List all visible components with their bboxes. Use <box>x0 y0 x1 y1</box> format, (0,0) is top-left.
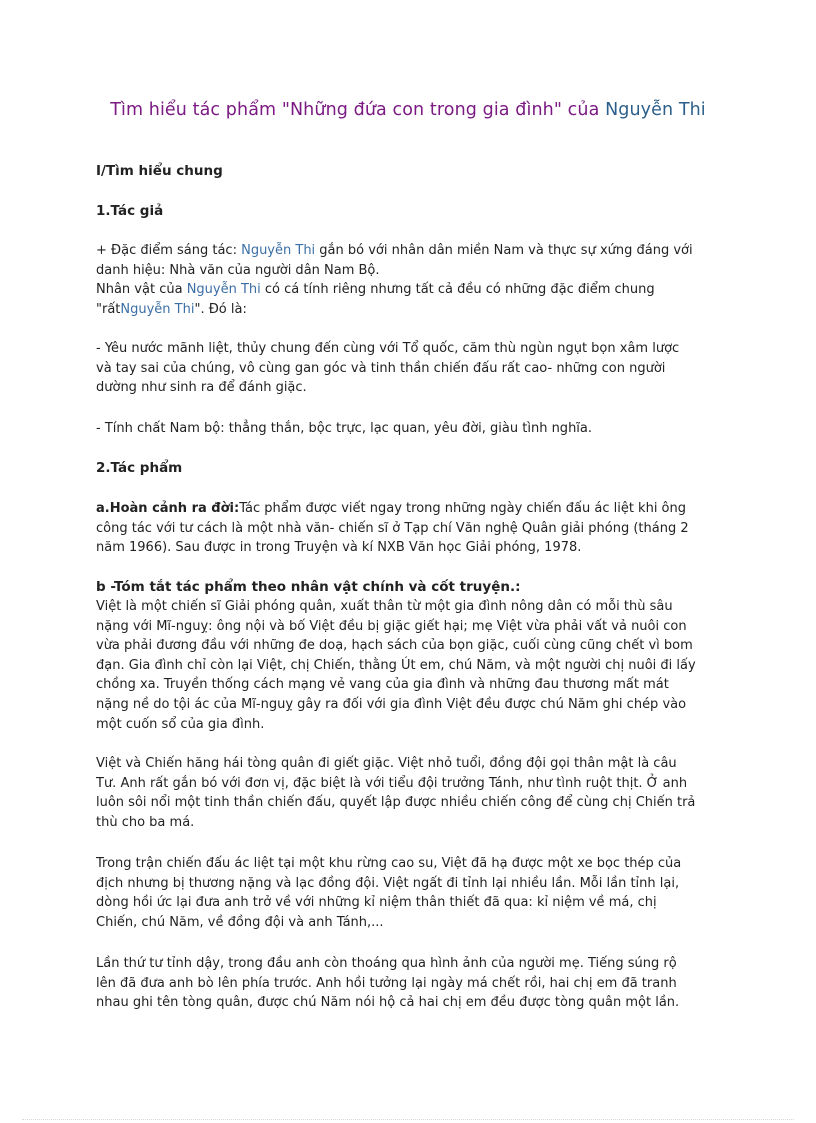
text-line: - Tính chất Nam bộ: thẳng thắn, bộc trực, lạc quan, yêu đời, giàu tình nghĩa. <box>96 421 593 436</box>
text-line: Việt là một chiến sĩ Giải phóng quân, xuất thân từ một gia đình nông dân có mỗi thù sâu <box>96 599 673 614</box>
text-line: luôn sôi nổi một tinh thần chiến đấu, quyết lập được nhiều chiến công để cùng chị Chiến trả <box>96 795 696 811</box>
text-line: chồng xa. Truyền thống cách mạng vẻ vang của gia đình và những đau thương mất mát <box>96 677 669 693</box>
paragraph-summary-3 <box>96 854 720 932</box>
text: Tác phẩm được viết ngay trong những ngày chiến đấu ác liệt khi ông <box>239 501 687 516</box>
author-link[interactable]: Nguyễn Thi <box>186 282 261 298</box>
text-line: Chiến, chú Năm, về đồng đội và anh Tánh,... <box>96 914 384 930</box>
text: Nhân vật của <box>96 282 187 298</box>
text-line: Việt và Chiến hăng hái tòng quân đi giết giặc. Việt nhỏ tuổi, đồng đội gọi thân mật là câu <box>96 756 677 771</box>
text-line: một cuốn sổ của gia đình. <box>96 716 265 732</box>
text: gắn bó với nhân dân miền Nam và thực sự xứng đáng với <box>315 243 693 258</box>
title-prefix: Tìm hiểu tác phẩm "Những đứa con trong gia đình" của <box>110 100 606 120</box>
text-line: đạn. Gia đình chỉ còn lại Việt, chị Chiến, thằng Út em, chú Năm, và một người chị nuôi đi lấy <box>96 657 696 673</box>
text-line: Trong trận chiến đấu ác liệt tại một khu rừng cao su, Việt đã hạ được một xe bọc thép của <box>96 856 682 871</box>
text-line: nặng nề do tội ác của Mĩ-nguỵ gây ra đối với gia đình Việt đều được chú Năm ghi chép vào <box>96 696 687 712</box>
paragraph-traits-1 <box>96 339 720 398</box>
text-line: Lần thứ tư tỉnh dậy, trong đầu anh còn thoáng qua hình ảnh của người mẹ. Tiếng súng rộ <box>96 956 677 971</box>
author-link[interactable]: Nguyễn Thi <box>120 301 195 317</box>
text-line: lên đã đưa anh bò lên phía trước. Anh hồi tưởng lại ngày má chết rồi, hai chị em đã tranh <box>96 975 677 991</box>
text: "rất <box>96 301 121 317</box>
document-title <box>96 100 720 120</box>
paragraph-summary-1 <box>96 597 720 734</box>
paragraph-traits-2 <box>96 419 720 439</box>
context-label: a.Hoàn cảnh ra đời: <box>96 501 240 516</box>
author-link[interactable]: Nguyễn Thi <box>241 243 316 258</box>
paragraph-summary-2 <box>96 754 720 832</box>
text-line: - Yêu nước mãnh liệt, thủy chung đến cùng với Tổ quốc, căm thù ngùn ngụt bọn xâm lược <box>96 341 680 356</box>
text-line: vừa phải đương đầu với những đe doạ, hạch sách của bọn giặc, cuối cùng cũng chết vì bom <box>96 638 693 654</box>
text-line: và tay sai của chúng, vô cùng gan góc và tinh thần chiến đấu rất cao- những con người <box>96 360 666 376</box>
heading-work: 2.Tác phẩm <box>96 460 183 476</box>
text: ". Đó là: <box>194 301 247 317</box>
text-line: nhau ghi tên tòng quân, được chú Năm nói hộ cả hai chị em đều được tòng quân một lần. <box>96 995 680 1011</box>
title-author-link[interactable]: Nguyễn Thi <box>605 100 706 120</box>
text-line: dường như sinh ra để đánh giặc. <box>96 380 307 396</box>
paragraph-summary-4 <box>96 954 720 1013</box>
text-line: dòng hồi ức lại đưa anh trở về với những kỉ niệm thân thiết đã qua: kỉ niệm về má, chị <box>96 895 657 911</box>
text-line: công tác với tư cách là một nhà văn- chiến sĩ ở Tạp chí Văn nghệ Quân giải phóng (tháng 2 <box>96 520 689 536</box>
text-line: nặng với Mĩ-nguỵ: ông nội và bố Việt đều bị giặc giết hại; mẹ Việt vừa phải vất vả nuôi con <box>96 618 687 634</box>
heading-summary: b -Tóm tắt tác phẩm theo nhân vật chính và cốt truyện.: <box>96 579 521 595</box>
text-line: địch nhưng bị thương nặng và lạc đồng đội. Việt ngất đi tỉnh lại nhiều lần. Mỗi lần tỉnh lại, <box>96 875 680 891</box>
text-line: năm 1966). Sau được in trong Truyện và kí NXB Văn học Giải phóng, 1978. <box>96 540 582 556</box>
text: + Đặc điểm sáng tác: <box>96 243 242 258</box>
text-line: thù cho ba má. <box>96 814 195 830</box>
heading-general: I/Tìm hiểu chung <box>96 163 223 179</box>
text: có cá tính riêng nhưng tất cả đều có những đặc điểm chung <box>260 282 655 298</box>
page-bottom-divider <box>22 1119 794 1120</box>
paragraph-context <box>96 499 720 558</box>
text-line: Tư. Anh rất gắn bó với đơn vị, đặc biệt là với tiểu đội trưởng Tánh, như tình ruột thịt. Ở anh <box>96 775 688 791</box>
paragraph-author <box>96 241 720 319</box>
heading-author: 1.Tác giả <box>96 203 164 219</box>
text-line: danh hiệu: Nhà văn của người dân Nam Bộ. <box>96 262 380 278</box>
